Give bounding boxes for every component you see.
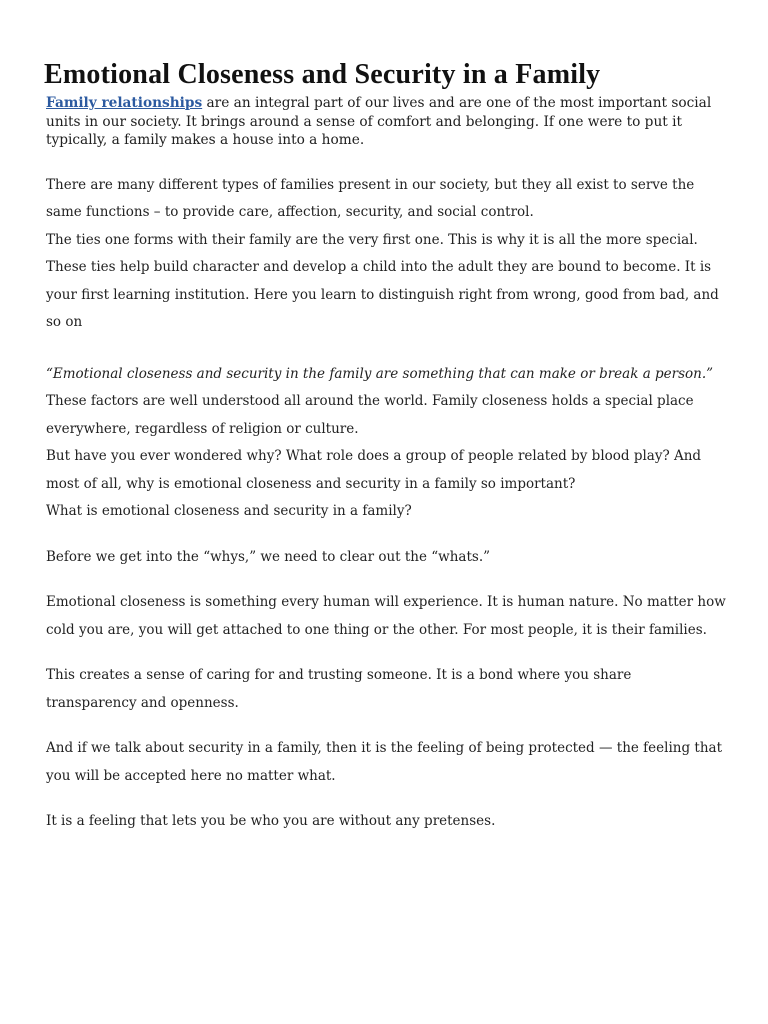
paragraph-understood-factors: These factors are well understood all around the world. Family closeness holds a special place everywhere, regardless of religion or culture. bbox=[46, 393, 694, 437]
paragraph-caring-trust: This creates a sense of caring for and trusting someone. It is a bond where you share transparency and openness. bbox=[46, 667, 632, 711]
pull-quote: “Emotional closeness and security in the family are something that can make or break a person.” bbox=[46, 365, 714, 382]
article-body bbox=[46, 172, 726, 836]
paragraph-family-ties: The ties one forms with their family are the very first one. This is why it is all the more special. These ties help build character and develop a child into the adult they are bound to become. It is your first learning institution. Here you learn to distinguish right from wrong, good from bad, and so on bbox=[46, 231, 719, 330]
paragraph-be-who-you-are: It is a feeling that lets you be who you are without any pretenses. bbox=[46, 813, 496, 829]
document-title: Emotional Closeness and Security in a Family bbox=[44, 59, 601, 90]
paragraph-wondered-why: But have you ever wondered why? What role does a group of people related by blood play? And most of all, why is emotional closeness and security in a family so important? bbox=[46, 448, 702, 492]
document-page bbox=[46, 56, 726, 836]
paragraph-emotional-closeness: Emotional closeness is something every human will experience. It is human nature. No matter how cold you are, you will get attached to one thing or the other. For most people, it is their families. bbox=[46, 594, 726, 638]
section-question: What is emotional closeness and security in a family? bbox=[46, 503, 412, 519]
paragraph-whys-whats: Before we get into the “whys,” we need to clear out the “whats.” bbox=[46, 548, 491, 565]
intro-text: are an integral part of our lives and are one of the most important social units in our society. It brings around a sense of comfort and belonging. If one were to put it typically, a family makes a house into a home. bbox=[46, 95, 712, 148]
paragraph-family-types: There are many different types of families present in our society, but they all exist to serve the same functions – to provide care, affection, security, and social control. bbox=[46, 176, 695, 220]
paragraph-security: And if we talk about security in a family, then it is the feeling of being protected — the feeling that you will be accepted here no matter what. bbox=[46, 740, 723, 784]
family-relationships-link[interactable]: Family relationships bbox=[46, 95, 203, 111]
intro-paragraph bbox=[46, 94, 726, 150]
